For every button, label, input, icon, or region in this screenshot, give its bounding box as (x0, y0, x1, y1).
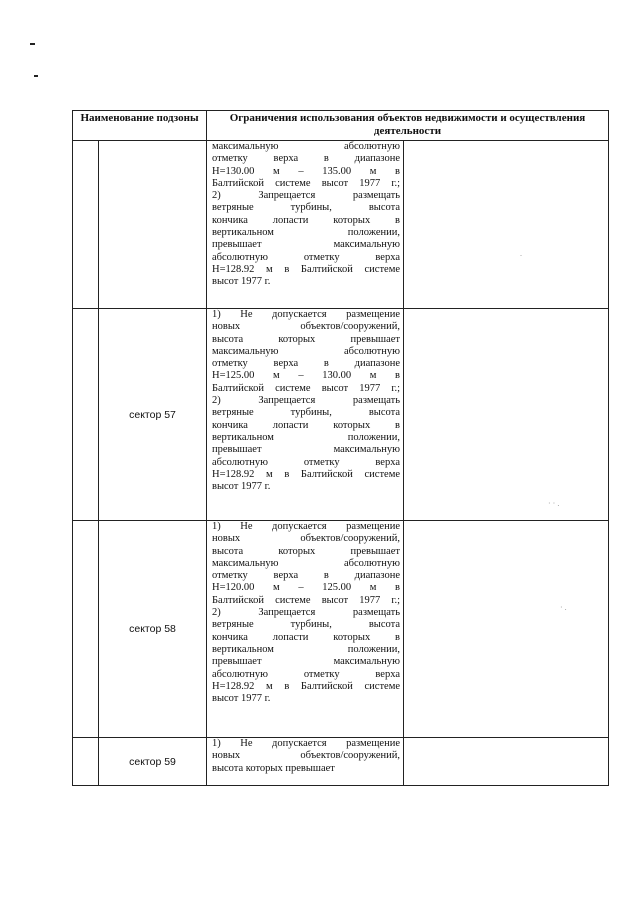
text-line: 2) Запрещается размещать (212, 395, 400, 407)
scan-noise: . (520, 249, 522, 258)
text-line: 2) Запрещается размещать (212, 607, 400, 619)
scan-noise: · . (560, 603, 567, 612)
sector-name-cell: сектор 59 (99, 738, 207, 786)
text-line: отметку верха в диапазоне (212, 570, 400, 582)
text-line: Н=120.00 м – 125.00 м в (212, 582, 400, 594)
text-line: высота которых превышает (212, 545, 400, 557)
text-line: высот 1977 г. (212, 276, 271, 288)
scan-noise: · · . (548, 499, 560, 508)
text-line: 1) Не допускается размещение (212, 309, 400, 320)
text-line: высот 1977 г. (212, 693, 271, 705)
text-line: новых объектов/сооружений, (212, 321, 400, 333)
empty-right-cell (404, 738, 609, 786)
text-line: кончика лопасти которых в (212, 214, 400, 226)
text-line: 2) Запрещается размещать (212, 190, 400, 202)
text-line: Балтийской системе высот 1977 г.; (212, 177, 400, 189)
table-header-row (73, 111, 609, 141)
text-line: новых объектов/сооружений, (212, 750, 400, 762)
text-line: Балтийской системе высот 1977 г.; (212, 594, 400, 606)
text-line: отметку верха в диапазоне (212, 153, 400, 165)
table-row (73, 521, 609, 738)
text-line: абсолютную отметку верха (212, 668, 400, 680)
text-line: кончика лопасти которых в (212, 419, 400, 431)
text-line: абсолютную отметку верха (212, 251, 400, 263)
restriction-text-cell (207, 309, 404, 521)
text-line: Н=128.92 м в Балтийской системе (212, 680, 400, 692)
text-line: вертикальном положении, (212, 227, 400, 239)
row-blank-cell (73, 738, 99, 786)
text-line: превышает максимальную (212, 444, 400, 456)
text-line: вертикальном положении, (212, 431, 400, 443)
text-line: 1) Не допускается размещение (212, 738, 400, 749)
text-line: Н=128.92 м в Балтийской системе (212, 468, 400, 480)
scan-artifact (34, 75, 38, 77)
row-blank-cell (73, 521, 99, 738)
table-row (73, 309, 609, 521)
text-line: превышает максимальную (212, 656, 400, 668)
text-line: максимальную абсолютную (212, 141, 400, 152)
scan-artifact (30, 43, 35, 45)
text-line: вертикальном положении, (212, 643, 400, 655)
text-line: Балтийской системе высот 1977 г.; (212, 382, 400, 394)
table-row (73, 141, 609, 309)
text-line: Н=125.00 м – 130.00 м в (212, 370, 400, 382)
header-restrictions: Ограничения использования объектов недвижимости и осуществления деятельности (207, 111, 609, 141)
text-line: ветряные турбины, высота (212, 202, 400, 214)
row-blank-cell (73, 141, 99, 309)
restrictions-table (72, 110, 609, 786)
text-line: ветряные турбины, высота (212, 619, 400, 631)
empty-right-cell (404, 309, 609, 521)
restriction-text-cell (207, 521, 404, 738)
text-line: новых объектов/сооружений, (212, 533, 400, 545)
text-line: превышает максимальную (212, 239, 400, 251)
sector-name-cell: сектор 58 (99, 521, 207, 738)
text-line: отметку верха в диапазоне (212, 358, 400, 370)
restriction-text-cell (207, 141, 404, 309)
text-line: Н=130.00 м – 135.00 м в (212, 165, 400, 177)
text-line: высот 1977 г. (212, 481, 271, 493)
text-line: максимальную абсолютную (212, 345, 400, 357)
text-line: высота которых превышает (212, 333, 400, 345)
text-line: максимальную абсолютную (212, 557, 400, 569)
text-line: кончика лопасти которых в (212, 631, 400, 643)
empty-right-cell (404, 521, 609, 738)
table-row (73, 738, 609, 786)
restriction-text-cell (207, 738, 404, 786)
sector-name-cell (99, 141, 207, 309)
empty-right-cell (404, 141, 609, 309)
text-line: высота которых превышает (212, 762, 335, 774)
row-blank-cell (73, 309, 99, 521)
text-line: 1) Не допускается размещение (212, 521, 400, 532)
text-line: абсолютную отметку верха (212, 456, 400, 468)
header-subzone-name: Наименование подзоны (73, 111, 207, 141)
text-line: ветряные турбины, высота (212, 407, 400, 419)
sector-name-cell: сектор 57 (99, 309, 207, 521)
text-line: Н=128.92 м в Балтийской системе (212, 263, 400, 275)
